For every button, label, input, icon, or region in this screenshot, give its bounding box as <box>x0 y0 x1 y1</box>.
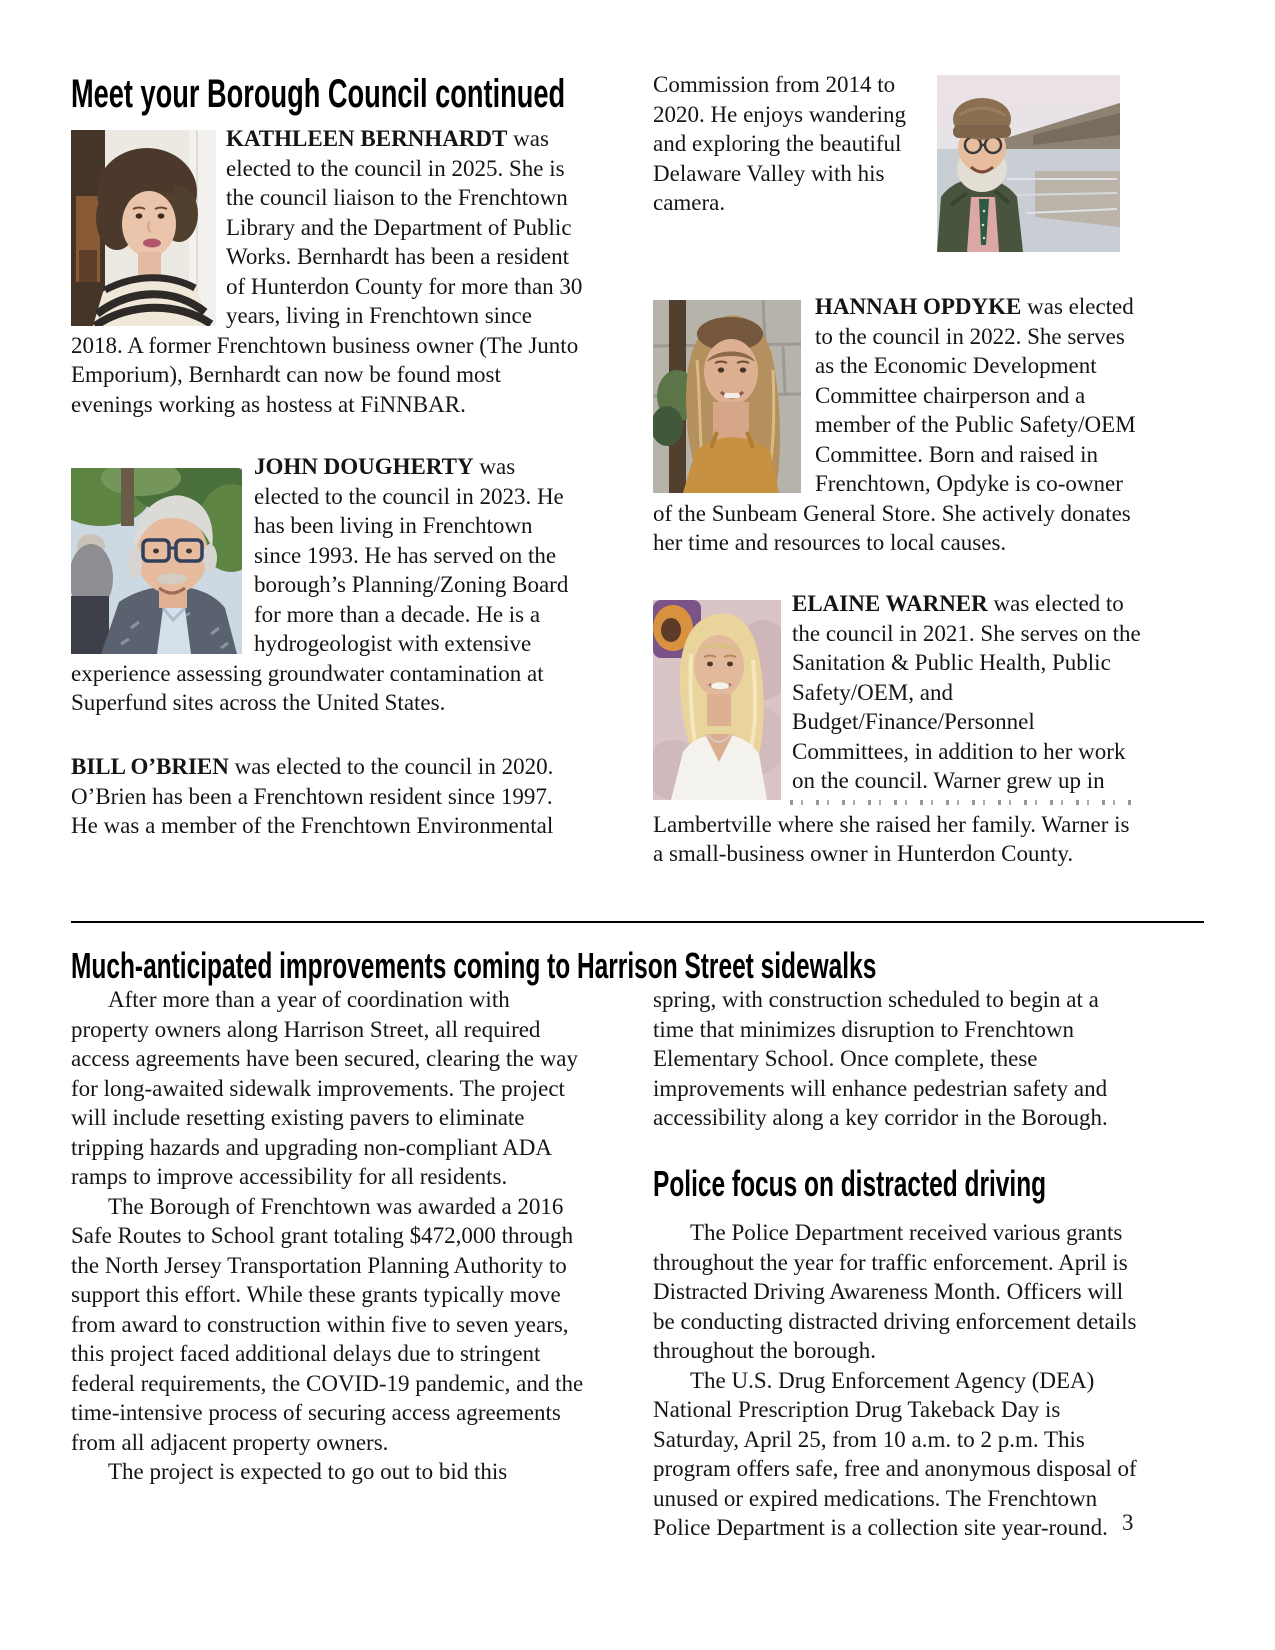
obrien-name: BILL O’BRIEN <box>71 754 229 779</box>
page-number: 3 <box>1122 1510 1134 1535</box>
sidewalks-para2: The Borough of Frenchtown was awarded a 2016 Safe Routes to School grant totaling $472,000 through the North Jersey Transportation Planning Authority to support this effort. While these grants typically move from award to construction within five to seven years, this project faced additional delays due to stringent federal requirements, the COVID-19 pandemic, and the time-intensive process of securing access agreements from all adjacent property owners. <box>71 1193 584 1455</box>
warner-portrait-graphic <box>653 600 781 800</box>
photo-kathleen-bernhardt <box>71 130 216 326</box>
obrien-text: was elected to the council in 2020. O’Brien has been a Frenchtown resident since 1997. He was a member of the Frenchtown Environmental <box>71 754 554 838</box>
sidewalks-para3: The project is expected to go out to bid this <box>108 1459 508 1484</box>
sidewalks-para1: After more than a year of coordination with property owners along Harrison Street, all required access agreements have been secured, clearing the way for long-awaited sidewalk improvements. The project will include resetting existing pavers to eliminate tripping hazards and upgrading non-compliant ADA ramps to improve accessibility for all residents. <box>71 987 579 1189</box>
opdyke-name: HANNAH OPDYKE <box>815 294 1022 319</box>
section-divider <box>71 921 1204 923</box>
warner-name: ELAINE WARNER <box>792 591 988 616</box>
warner-text: was elected to the council in 2021. She serves on the Sanitation & Public Health, Public Safety/OEM, and Budget/Finance/Personnel Committees, in addition to her work on the council. Warner grew up in <box>792 591 1141 793</box>
sidewalks-right-column <box>653 985 1143 1133</box>
sidewalks-continued: spring, with construction scheduled to begin at a time that minimizes disruption to Frenchtown Elementary School. Once complete, these improvements will enhance pedestrian safety and accessibility along a key corridor in the Borough. <box>653 987 1108 1130</box>
kathleen-portrait-graphic <box>71 130 216 326</box>
obrien-portrait-graphic <box>937 75 1120 252</box>
photo-elaine-warner <box>653 600 781 800</box>
opdyke-portrait-graphic <box>653 300 801 493</box>
bernhardt-text: was elected to the council in 2025. She is the council liaison to the Frenchtown Library and the Department of Public Works. Bernhardt has been a resident of Hunterdon County for more than 30 years, living in Frenchtown since 2018. A former Frenchtown business owner (The Junto Emporium), Bernhardt can now be found most evenings working as hostess at FiNNBAR. <box>71 126 583 417</box>
section-dougherty <box>71 452 584 718</box>
section-opdyke <box>653 292 1143 558</box>
opdyke-text: was elected to the council in 2022. She serves as the Economic Development Committee chairperson and a member of the Public Safety/OEM Committee. Born and raised in Frenchtown, Opdyke is co-owner of the Sunbeam General Store. She actively donates her time and resources to local causes. <box>653 294 1136 555</box>
sidewalks-heading: Much-anticipated improvements coming to Harrison Street sidewalks <box>71 945 877 986</box>
obrien-continued-paragraph: Commission from 2014 to 2020. He enjoys wandering and exploring the beautiful Delaware Valley with his camera. <box>653 72 906 215</box>
photo-hannah-opdyke <box>653 300 801 493</box>
dougherty-text: was elected to the council in 2023. He has been living in Frenchtown since 1993. He has served on the borough’s Planning/Zoning Board for more than a decade. He is a hydrogeologist with extensive experience assessing groundwater contamination at Superfund sites across the United States. <box>71 454 569 715</box>
sidewalks-left-column <box>71 985 584 1487</box>
police-para2: The U.S. Drug Enforcement Agency (DEA) National Prescription Drug Takeback Day is Saturday, April 25, from 10 a.m. to 2 p.m. This program offers safe, free and anonymous disposal of unused or expired medications. The Frenchtown Police Department is a collection site year-round. <box>653 1367 1137 1540</box>
section-warner <box>653 589 1143 869</box>
police-para1: The Police Department received various grants throughout the year for traffic enforcement. April is Distracted Driving Awareness Month. Officers will be conducting distracted driving enforcement details throughout the borough. <box>653 1220 1137 1363</box>
police-column <box>653 1218 1143 1543</box>
police-heading: Police focus on distracted driving <box>653 1163 1047 1204</box>
photo-john-dougherty <box>71 468 242 654</box>
section-obrien-continued <box>653 70 1120 260</box>
section-obrien <box>71 752 584 841</box>
dougherty-name: JOHN DOUGHERTY <box>254 454 474 479</box>
photo-bill-obrien <box>937 75 1120 252</box>
clipped-text-artifact <box>790 800 1132 805</box>
dougherty-portrait-graphic <box>71 468 242 654</box>
bernhardt-name: KATHLEEN BERNHARDT <box>226 126 508 151</box>
section-bernhardt <box>71 124 584 419</box>
warner-text-continued: Lambertville where she raised her family. Warner is a small-business owner in Hunterdon County. <box>653 811 1130 866</box>
page-title: Meet your Borough Council continued <box>71 72 566 116</box>
obrien-paragraph <box>71 752 584 841</box>
